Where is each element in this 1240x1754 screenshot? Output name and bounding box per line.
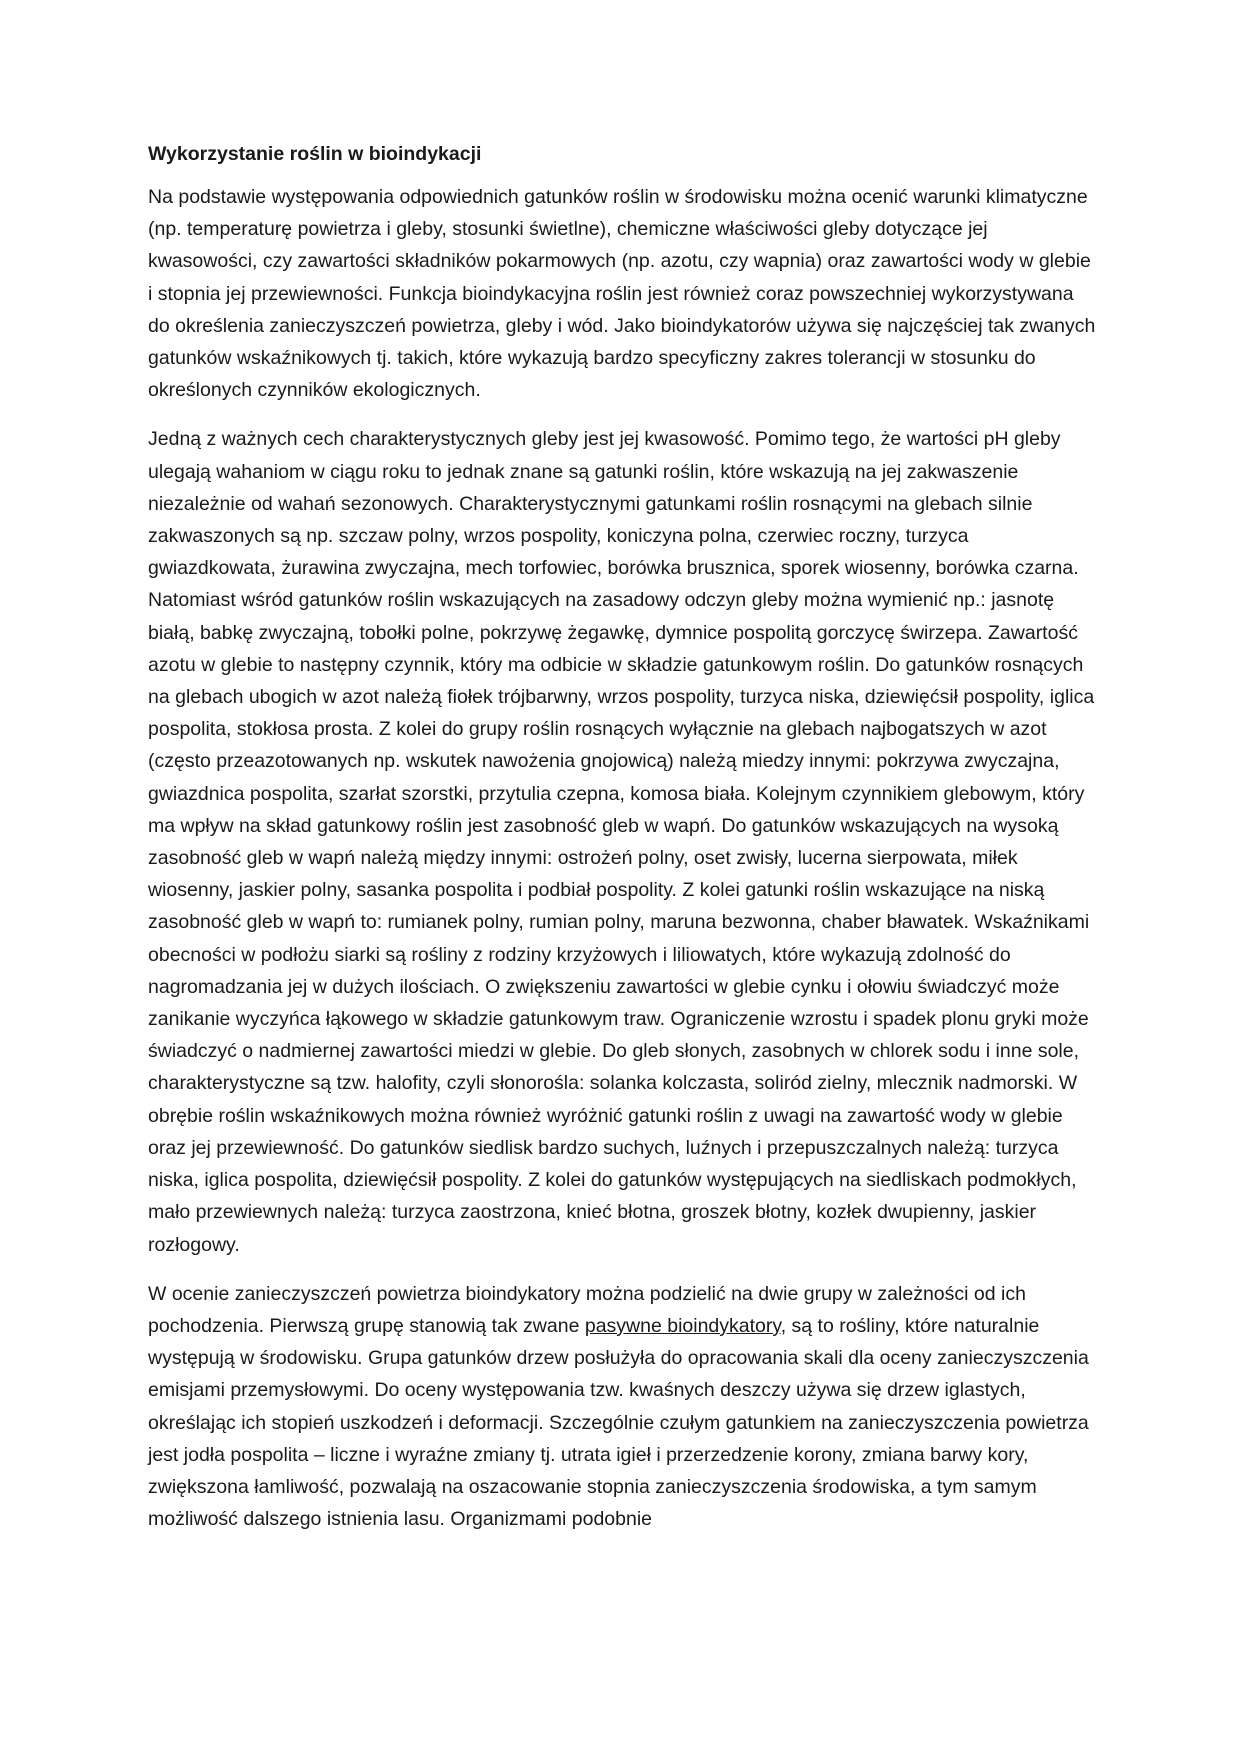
paragraph-air-pollution-text-end: , są to rośliny, które naturalnie występują w środowisku. Grupa gatunków drzew posłużyła do opracowania skali dla oceny zanieczyszczenia emisjami przemysłowymi. Do oceny występowania tzw. kwaśnych deszczy używa się drzew iglastych, określając ich stopień uszkodzeń i deformacji. Szczególnie czułym gatunkiem na zanieczyszczenia powietrza jest jodła pospolita – liczne i wyraźne zmiany tj. utrata igieł i przerzedzenie korony, zmiana barwy kory, zwiększona łamliwość, pozwalają na oszacowanie stopnia zanieczyszczenia środowiska, a tym samym możliwość dalszego istnienia lasu. Organizmami podobnie	[148, 1314, 1089, 1531]
paragraph-intro: Na podstawie występowania odpowiednich gatunków roślin w środowisku można ocenić warunki klimatyczne (np. temperaturę powietrza i gleby, stosunki świetlne), chemiczne właściwości gleby dotyczące jej kwasowości, czy zawartości składników pokarmowych (np. azotu, czy wapnia) oraz zawartości wody w glebie i stopnia jej przewiewności. Funkcja bioindykacyjna roślin jest również coraz powszechniej wykorzystywana do określenia zanieczyszczeń powietrza, gleby i wód. Jako bioindykatorów używa się najczęściej tak zwanych gatunków wskaźnikowych tj. takich, które wykazują bardzo specyficzny zakres tolerancji w stosunku do określonych czynników ekologicznych.	[148, 186, 1096, 402]
document-page	[148, 138, 1096, 1552]
paragraph-air-pollution-text-start: W ocenie zanieczyszczeń powietrza bioindykatory można podzielić na dwie grupy w zależności od ich pochodzenia. Pierwszą grupę stanowią tak zwane	[148, 1282, 1026, 1337]
passive-bioindicators-link[interactable]: pasywne bioindykatory	[584, 1314, 781, 1337]
document-title: Wykorzystanie roślin w bioindykacji	[148, 143, 482, 165]
paragraph-soil-indicators: Jedną z ważnych cech charakterystycznych gleby jest jej kwasowość. Pomimo tego, że wartości pH gleby ulegają wahaniom w ciągu roku to jednak znane są gatunki roślin, które wskazują na jej zakwaszenie niezależnie od wahań sezonowych. Charakterystycznymi gatunkami roślin rosnącymi na glebach silnie zakwaszonych są np. szczaw polny, wrzos pospolity, koniczyna polna, czerwiec roczny, turzyca gwiazdkowata, żurawina zwyczajna, mech torfowiec, borówka brusznica, sporek wiosenny, borówka czarna. Natomiast wśród gatunków roślin wskazujących na zasadowy odczyn gleby można wymienić np.: jasnotę białą, babkę zwyczajną, tobołki polne, pokrzywę żegawkę, dymnice pospolitą gorczycę świrzepa. Zawartość azotu w glebie to następny czynnik, który ma odbicie w składzie gatunkowym roślin. Do gatunków rosnących na glebach ubogich w azot należą fiołek trójbarwny, wrzos pospolity, turzyca niska, dziewięćsił pospolity, iglica pospolita, stokłosa prosta. Z kolei do grupy roślin rosnących wyłącznie na glebach najbogatszych w azot (często przeazotowanych np. wskutek nawożenia gnojowicą) należą miedzy innymi: pokrzywa zwyczajna, gwiazdnica pospolita, szarłat szorstki, przytulia czepna, komosa biała. Kolejnym czynnikiem glebowym, który ma wpływ na skład gatunkowy roślin jest zasobność gleb w wapń. Do gatunków wskazujących na wysoką zasobność gleb w wapń należą między innymi: ostrożeń polny, oset zwisły, lucerna sierpowata, miłek wiosenny, jaskier polny, sasanka pospolita i podbiał pospolity. Z kolei gatunki roślin wskazujące na niską zasobność gleb w wapń to: rumianek polny, rumian polny, maruna bezwonna, chaber bławatek. Wskaźnikami obecności w podłożu siarki są rośliny z rodziny krzyżowych i liliowatych, które wykazują zdolność do nagromadzania jej w dużych ilościach. O zwiększeniu zawartości w glebie cynku i ołowiu świadczyć może zanikanie wyczyńca łąkowego w składzie gatunkowym traw. Ograniczenie wzrostu i spadek plonu gryki może świadczyć o nadmiernej zawartości miedzi w glebie. Do gleb słonych, zasobnych w chlorek sodu i inne sole, charakterystyczne są tzw. halofity, czyli słonorośla: solanka kolczasta, soliród zielny, mlecznik nadmorski. W obrębie roślin wskaźnikowych można również wyróżnić gatunki roślin z uwagi na zawartość wody w glebie oraz jej przewiewność. Do gatunków siedlisk bardzo suchych, luźnych i przepuszczalnych należą: turzyca niska, iglica pospolita, dziewięćsił pospolity. Z kolei do gatunków występujących na siedliskach podmokłych, mało przewiewnych należą: turzyca zaostrzona, knieć błotna, groszek błotny, kozłek dwupienny, jaskier rozłogowy.	[148, 428, 1095, 1256]
paragraph-air-pollution	[148, 1278, 1096, 1536]
